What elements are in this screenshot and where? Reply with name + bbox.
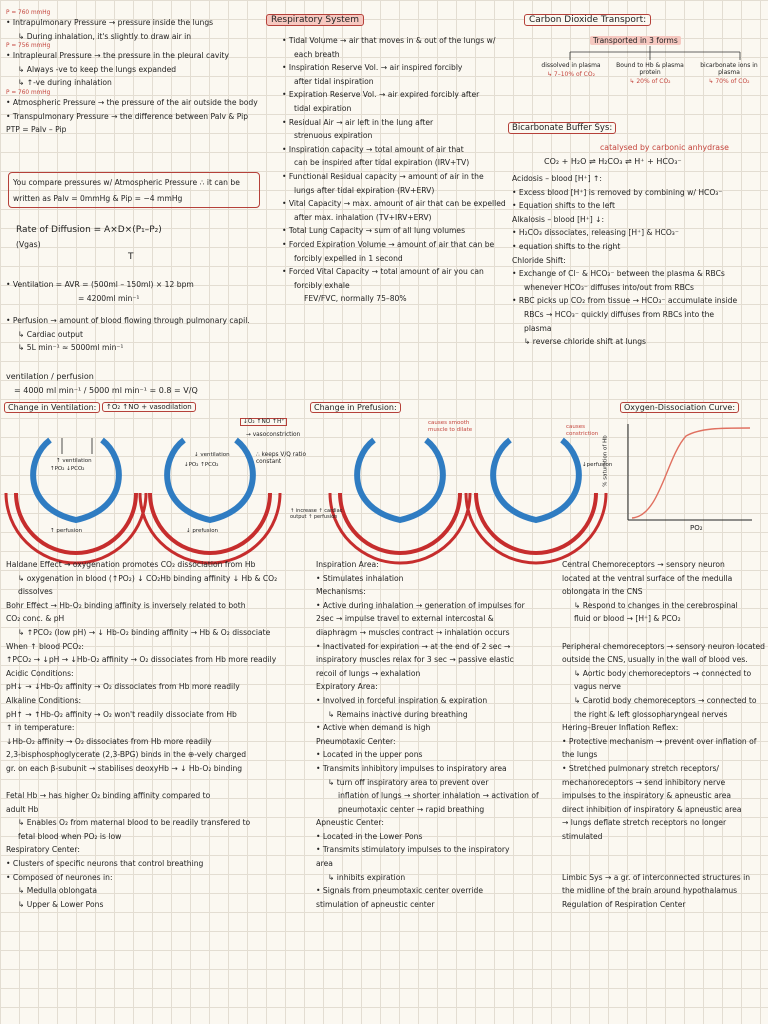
note-line: • Active when demand is high [316,723,431,733]
alveolus-3 [330,440,470,563]
note-line: forcibly expelled in 1 second [294,253,403,263]
note-line: after max. inhalation (TV+IRV+ERV) [294,212,432,222]
perfusion-up-label: ↑ perfusion [50,528,83,534]
note-line: • Vital Capacity → max. amount of air that can be expelled [282,199,506,209]
dissociation-curve [628,424,752,520]
ventilation-line-1: • Ventilation = AVR = (500ml – 150ml) × 12 bpm [6,280,194,289]
note-line: • Inspiration Reserve Vol. → air inspired forcibly [282,63,463,73]
note-line: the midline of the brain around hypothalamus [562,886,738,896]
note-line: PTP = Palv – Pip [6,125,67,135]
note-line: recoil of lungs → exhalation [316,668,421,678]
diffusion-formula: Rate of Diffusion = A×D×(P₁–P₂) [16,225,162,235]
note-line: strenuous expiration [294,131,373,141]
alveolus-4 [466,440,606,563]
note-line: impulses to the inspiratory & apneustic area [562,791,732,801]
curve-ylabel: % saturation of Hb [602,435,609,487]
note-line: lungs after tidal expiration (RV+ERV) [294,185,435,195]
note-line: oblongata in the CNS [562,587,643,597]
change-perfusion-title: Change in Prefusion: [310,402,401,413]
note-line: • Residual Air → air left in the lung after [282,117,434,127]
vq-ratio-value: = 4000 ml min⁻¹ / 5000 ml min⁻¹ = 0.8 = V/Q [14,385,198,395]
note-line [562,626,766,640]
note-line: can be inspired after tidal expiration (IRV+TV) [294,158,470,168]
note-line: ↳ Medulla oblongata [18,886,98,896]
co2-form [536,62,606,85]
vq-ratio-label: ventilation / perfusion [6,372,94,381]
perfusion-block [6,314,268,355]
note-line: • Active during inhalation → generation of impulses for [316,600,525,610]
note-line: • Involved in forceful inspiration & expiration [316,695,488,705]
note-line: ↳ Carotid body chemoreceptors → connected to [574,695,757,705]
co2-form [615,62,685,85]
note-line: • RBC picks up CO₂ from tissue → HCO₃⁻ accumulate inside [512,296,738,306]
note-line: • equation shifts to the right [512,241,621,251]
ventilation-block [6,278,268,305]
note-line: P = 760 mmHg [6,89,51,96]
note-line: Acidic Conditions: [6,668,74,678]
note-line: pH↓ → ↓Hb-O₂ affinity → O₂ dissociates from Hb more readily [6,682,240,692]
note-line: Expiratory Area: [316,682,378,692]
co2-form-name: dissolved in plasma [541,62,601,69]
note-line: ↑ in temperature: [6,723,75,733]
note-line: Alkalosis – blood [H⁺] ↓: [512,214,605,224]
note-line: • Clusters of specific neurons that control breathing [6,859,204,869]
note-line: Hering–Breuer Inflation Reflex: [562,723,679,733]
col1-notes [6,10,268,137]
co2-transport-title: Carbon Dioxide Transport: [524,14,651,26]
po2-pco2-b-label: ↓PO₂ ↑PCO₂ [184,462,219,468]
diffusion-sub: (Vgas) [16,239,41,249]
diffusion-denominator: T [128,252,134,263]
bicarbonate-title: Bicarbonate Buffer Sys: [508,122,616,134]
note-line: • Inactivated for expiration → at the end of 2 sec → [316,641,511,651]
vent-note-2: ↓O₂ ↑NO ↑H⁺ [240,418,287,426]
bottom1-notes [6,558,306,911]
note-line: When ↑ blood PCO₂: [6,641,84,651]
note-line: CO₂ conc. & pH [6,614,65,624]
note-line: • Functional Residual capacity → amount of air in the [282,171,484,181]
note-line [562,857,766,871]
note-line: Regulation of Respiration Center [562,899,686,909]
col1-list [6,10,268,137]
note-line: vagus nerve [574,682,621,692]
note-line: fluid or blood → [H⁺] & PCO₂ [574,614,681,624]
note-line: Limbic Sys → a gr. of interconnected structures in [562,872,751,882]
note-line: gr. on each β-subunit → stabilises deoxyHb → ↓ Hb-O₂ binding [6,763,243,773]
col3-notes [512,172,764,349]
perfusion-line-2: ↳ Cardiac output [18,329,83,339]
note-line: Alkaline Conditions: [6,695,82,705]
note-line: • Intrapulmonary Pressure → pressure inside the lungs [6,18,214,27]
note-line: plasma [524,323,552,333]
note-line: • Expiration Reserve Vol. → air expired forcibly after [282,90,480,100]
note-line: Respiratory Center: [6,845,80,855]
note-line: stimulation of apneustic center [316,899,435,909]
note-line: RBCs → HCO₃⁻ quickly diffuses from RBCs into the [524,309,715,319]
note-line: Haldane Effect → oxygenation promotes CO₂ dissociation from Hb [6,560,256,569]
note-line: ↳ ↑-ve during inhalation [18,78,112,88]
respiratory-system-title: Respiratory System [266,14,364,26]
note-line: • Composed of neurones in: [6,872,113,882]
diffusion-formula-block [16,224,266,265]
note-line: each breath [294,49,340,59]
note-line: Chloride Shift: [512,255,566,265]
co2-transport-subtitle: Transported in 3 forms [590,36,681,45]
note-line: ↳ Enables O₂ from maternal blood to be readily transfered to [18,818,251,828]
co2-form-pct: ↳ 70% of CO₂ [708,78,750,85]
note-line: • Exchange of Cl⁻ & HCO₃⁻ between the plasma & RBCs [512,269,725,279]
note-line [562,843,766,857]
note-line: • Inspiration capacity → total amount of air that [282,144,464,154]
compare-box [8,172,260,208]
note-line: • Total Lung Capacity → sum of all lung volumes [282,226,466,236]
note-line: stimulated [562,831,603,841]
note-line: inflation of lungs → shorter inhalation → activation of [338,791,539,801]
bottom1-list [6,558,306,911]
note-line: • H₂CO₃ dissociates, releasing [H⁺] & HCO₃⁻ [512,228,679,238]
note-line: ↓Hb-O₂ affinity → O₂ dissociates from Hb more readily [6,736,212,746]
oxygen-curve-title: Oxygen-Dissociation Curve: [620,402,739,413]
curve-xlabel: PO₂ [690,524,703,532]
col2-list [282,34,514,306]
note-line: ↳ Aortic body chemoreceptors → connected to [574,668,752,678]
note-line: • Stimulates inhalation [316,573,404,583]
note-line: • Excess blood [H⁺] is removed by combining w/ HCO₃⁻ [512,187,723,197]
buffer-equation: CO₂ + H₂O ⇌ H₂CO₃ ⇌ H⁺ + HCO₃⁻ [544,157,682,166]
note-line: inspiratory muscles relax for 3 sec → passive elastic [316,655,514,665]
note-line: Pneumotaxic Center: [316,736,396,746]
note-line: diaphragm → muscles contract → inhalation occurs [316,627,510,637]
note-line: ↳ During inhalation, it's slightly to draw air in [18,31,192,41]
note-line [6,776,306,790]
note-line: pneumotaxic center → rapid breathing [338,804,485,814]
bottom3-notes [562,558,766,911]
co2-form-name: Bound to Hb & plasma protein [616,62,684,76]
note-line: Mechanisms: [316,587,366,597]
note-line: • Atmospheric Pressure → the pressure of the air outside the body [6,97,258,107]
note-line: area [316,859,333,869]
note-line: 2,3-bisphosphoglycerate (2,3-BPG) binds in the ⊕-vely charged [6,750,247,760]
note-line: direct inhibition of inspiratory & apneustic area [562,804,742,814]
co2-forms [536,62,764,85]
po2-pco2-label: ↑PO₂ ↓PCO₂ [50,466,85,472]
note-line: P = 760 mmHg [6,10,51,16]
note-line: after tidal inspiration [294,76,374,86]
co2-form-name: bicarbonate ions in plasma [700,62,758,76]
note-line: Bohr Effect → Hb-O₂ binding affinity is inversely related to both [6,600,246,610]
perfusion-line-3: ↳ 5L min⁻¹ ≈ 5000ml min⁻¹ [18,343,124,353]
compare-line-2: written as Palv = 0mmHg & Pip = −4 mmHg [13,194,183,203]
note-line: Acidosis – blood [H⁺] ↑: [512,174,602,183]
note-line: FEV/FVC, normally 75–80% [304,294,407,304]
note-line: • Signals from pneumotaxic center override [316,886,484,896]
co2-form-pct: ↳ 20% of CO₂ [629,78,671,85]
ventilation-up-label: ↑ ventilation [56,458,92,464]
ventilation-down-label: ↓ ventilation [194,452,230,458]
perfusion-b-label: ↓perfusion [582,462,613,468]
vasoconstriction-label: → vasoconstriction [246,432,301,438]
note-line: ↳ oxygenation in blood (↑PO₂) ↓ CO₂Hb binding affinity ↓ Hb & CO₂ [18,573,278,583]
note-line: outside the CNS, usually in the wall of blood ves. [562,655,748,665]
vq-ratio [6,370,268,397]
alveoli-diagrams [0,418,768,548]
compare-line-1: You compare pressures w/ Atmospheric Pressure ∴ it can be [13,178,240,187]
note-line: P = 756 mmHg [6,43,51,50]
note-line: • Located in the Lower Pons [316,831,423,841]
change-ventilation-title: Change in Ventilation: [4,402,100,413]
note-line: → lungs deflate stretch receptors no longer [562,818,727,828]
bottom2-notes [316,558,556,911]
note-line: • Located in the upper pons [316,750,423,760]
note-line: the lungs [562,750,598,760]
note-line: ↳ ↑PCO₂ (low pH) → ↓ Hb-O₂ binding affinity → Hb & O₂ dissociate [18,627,271,637]
keeps-ratio-label: ∴ keeps V/Q ratio constant [256,452,307,465]
note-line: ↳ inhibits expiration [328,872,406,882]
note-line: Inspiration Area: [316,560,379,569]
note-line: adult Hb [6,804,39,814]
perfusion-down-label: ↓ prefusion [186,528,219,534]
note-line: • Stretched pulmonary stretch receptors/ [562,763,719,773]
alveolus-1 [6,438,146,563]
catalysed-note: catalysed by carbonic anhydrase [600,143,729,152]
note-line: pH↑ → ↑Hb-O₂ affinity → O₂ won't readily dissociate from Hb [6,709,237,719]
bottom3-list [562,558,766,911]
col2-notes [282,34,514,306]
note-line: mechanoreceptors → send inhibitory nerve [562,777,726,787]
note-line: ↳ turn off inspiratory area to prevent over [328,777,489,787]
note-line: Fetal Hb → has higher O₂ binding affinity compared to [6,791,211,801]
note-line: fetal blood when PO₂ is low [18,831,122,841]
note-line: • Transmits stimulatory impulses to the inspiratory [316,845,510,855]
note-line: • Transpulmonary Pressure → the difference between Palv & Pip [6,111,249,121]
col3-list [512,172,764,349]
note-line: ↳ Always -ve to keep the lungs expanded [18,64,177,74]
bottom2-list [316,558,556,911]
note-line: Peripheral chemoreceptors → sensory neuron located [562,641,765,651]
note-line: • Forced Vital Capacity → total amount of air you can [282,267,484,277]
note-line: whenever HCO₃⁻ diffuses into/out from RBCs [524,282,694,292]
note-line: the right & left glossopharyngeal nerves [574,709,728,719]
note-line: tidal expiration [294,103,352,113]
causes-dilate-label: causes smooth muscle to dilate [428,420,473,433]
note-line: • Transmits inhibitory impulses to inspiratory area [316,763,507,773]
causes-constrict-label: causes constriction [566,424,599,437]
note-line: ↳ Upper & Lower Pons [18,899,104,909]
note-line: • Forced Expiration Volume → amount of air that can be [282,239,495,249]
note-line: Apneustic Center: [316,818,384,828]
co2-form [694,62,764,85]
note-line: dissolves [18,587,53,597]
vent-note: ↑O₂ ↑NO + vasodilation [102,402,196,412]
note-line: 2sec → impulse travel to external intercostal & [316,614,494,624]
co2-form-pct: ↳ 7–10% of CO₂ [546,71,595,78]
note-line: ↳ Respond to changes in the cerebrospinal [574,600,738,610]
note-line: ↑PCO₂ → ↓pH → ↓Hb-O₂ affinity → O₂ dissociates from Hb more readily [6,655,277,665]
note-line: • Protective mechanism → prevent over inflation of [562,736,757,746]
ventilation-line-2: = 4200ml min⁻¹ [78,293,140,303]
increase-cardiac-label: ↑ increase ↑ cardiac output ↑ perfusion [290,508,343,520]
note-line: • Tidal Volume → air that moves in & out of the lungs w/ [282,36,496,45]
note-line: • Intrapleural Pressure → the pressure in the pleural cavity [6,51,229,61]
perfusion-line-1: • Perfusion → amount of blood flowing through pulmonary capil. [6,316,250,325]
note-line: ↳ reverse chloride shift at lungs [524,337,646,347]
note-line: ↳ Remains inactive during breathing [328,709,468,719]
note-line: • Equation shifts to the left [512,201,615,211]
note-line: located at the ventral surface of the medulla [562,573,733,583]
note-line: forcibly exhale [294,280,350,290]
note-line: Central Chemoreceptors → sensory neuron [562,560,725,569]
